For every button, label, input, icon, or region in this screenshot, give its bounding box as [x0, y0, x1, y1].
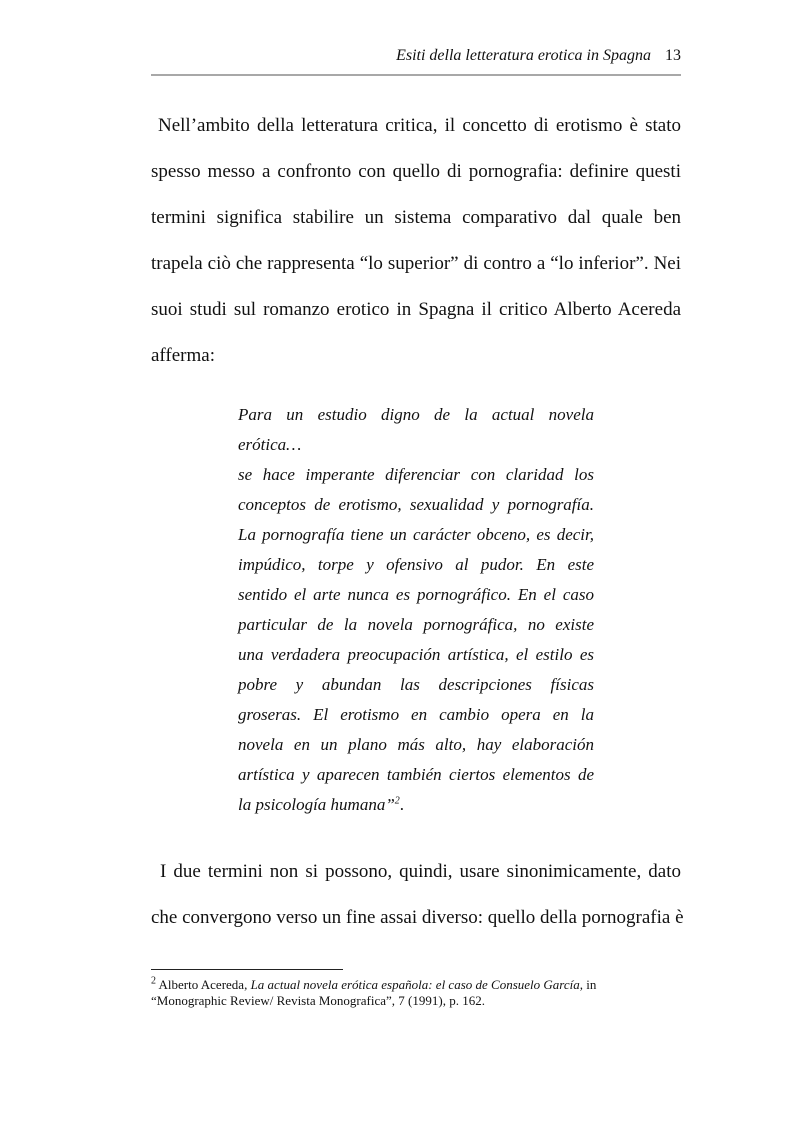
quote-line: erótica…	[238, 435, 302, 454]
quote-line: pobre y abundan las descripciones físicas	[238, 675, 594, 694]
footnote-rule	[151, 969, 343, 970]
paragraph-1-line: Nell’ambito della letteratura critica, il concetto di erotismo è stato	[158, 115, 681, 136]
quote-line: Para un estudio digno de la actual novela	[238, 405, 594, 424]
quote-line: conceptos de erotismo, sexualidad y pornografía.	[238, 495, 594, 514]
footnote-author: Alberto Acereda,	[156, 977, 251, 992]
quote-line: particular de la novela pornográfica, no existe	[238, 615, 594, 634]
footnote-work-title: La actual novela erótica española: el caso de Consuelo García,	[250, 977, 583, 992]
quote-line: impúdico, torpe y ofensivo al pudor. En este	[238, 555, 594, 574]
running-header	[151, 46, 681, 66]
quote-line: sentido el arte nunca es pornográfico. En el caso	[238, 585, 594, 604]
paragraph-1-line: trapela ciò che rappresenta “lo superior” di contro a “lo inferior”. Nei	[151, 253, 681, 274]
footnote-marker: 2	[151, 975, 156, 987]
quote-line: groseras. El erotismo en cambio opera en la	[238, 705, 594, 724]
paragraph-2-line: I due termini non si possono, quindi, usare sinonimicamente, dato	[160, 861, 681, 882]
quote-last-line	[238, 790, 594, 820]
quote-last-line-text: la psicología humana”	[238, 795, 395, 814]
quote-line: se hace imperante diferenciar con claridad los	[238, 465, 594, 484]
block-quote	[238, 400, 594, 820]
paragraph-2-line: che convergono verso un fine assai diverso: quello della pornografia è	[151, 907, 684, 928]
footnote	[151, 977, 681, 1009]
page-number: 13	[665, 47, 681, 64]
quote-end-punct: .	[399, 795, 405, 814]
paragraph-1-line: afferma:	[151, 345, 215, 366]
footnote-reference: 2	[394, 795, 400, 807]
quote-line: novela en un plano más alto, hay elaboración	[238, 735, 594, 754]
footnote-line-2: “Monographic Review/ Revista Monografica”, 7 (1991), p. 162.	[151, 993, 485, 1008]
paragraph-1-line: suoi studi sul romanzo erotico in Spagna il critico Alberto Acereda	[151, 299, 681, 320]
quote-line: La pornografía tiene un carácter obceno, es decir,	[238, 525, 594, 544]
paragraph-1-line: spesso messo a confronto con quello di pornografia: definire questi	[151, 161, 681, 182]
quote-line: artística y aparecen también ciertos elementos de	[238, 765, 594, 784]
running-header-title: Esiti della letteratura erotica in Spagna	[396, 47, 651, 64]
footnote-rest: in	[583, 977, 597, 992]
paragraph-1-line: termini significa stabilire un sistema comparativo dal quale ben	[151, 207, 681, 228]
header-rule	[151, 74, 681, 76]
quote-line: una verdadera preocupación artística, el estilo es	[238, 645, 594, 664]
paragraph-1	[151, 103, 681, 379]
paragraph-2	[151, 849, 684, 941]
